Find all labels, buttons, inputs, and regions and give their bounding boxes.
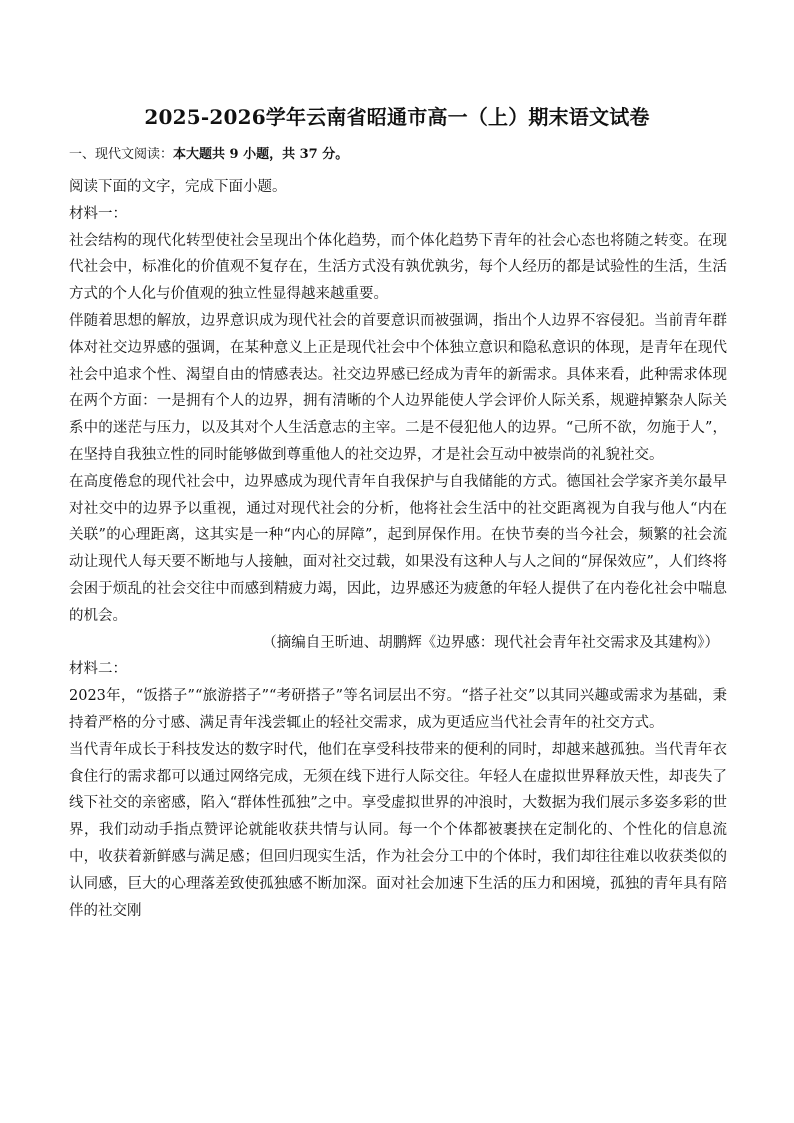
material1-paragraph: 社会结构的现代化转型使社会呈现出个体化趋势，而个体化趋势下青年的社会心态也将随之转变。在现代社会中，标准化的价值观不复存在，生活方式没有孰优孰劣，每个人经历的都是试验性的生活，生活方式的个人化与价值观的独立性显得越来越重要。 bbox=[69, 232, 727, 303]
material2-label: 材料二： bbox=[69, 661, 127, 678]
material1-paragraph: 在高度倦怠的现代社会中，边界感成为现代青年自我保护与自我储能的方式。德国社会学家齐美尔最早对社交中的边界予以重视，通过对现代社会的分析，他将社会生活中的社交距离视为自我与他人“内在关联”的心理距离，这其实是一种“内心的屏障”，起到屏保作用。在快节奏的当今社会，频繁的社会流动让现代人每天要不断地与人接触，面对社交过载，如果没有这种人与人之间的“屏保效应”，人们终将会困于烦乱的社会交往中而感到精疲力竭，因此，边界感还为疲惫的年轻人提供了在内卷化社会中喘息的机会。 bbox=[69, 473, 727, 624]
section-heading-detail: 本大题共 9 小题，共 37 分。 bbox=[173, 147, 349, 162]
reading-instruction: 阅读下面的文字，完成下面小题。 bbox=[69, 179, 287, 195]
document-body bbox=[69, 174, 727, 924]
material1-source: （摘编自王昕迪、胡鹏辉《边界感：现代社会青年社交需求及其建构》） bbox=[262, 634, 719, 651]
section-heading bbox=[69, 146, 348, 164]
material1-label: 材料一： bbox=[69, 205, 127, 222]
material2-paragraph: 当代青年成长于科技发达的数字时代，他们在享受科技带来的便利的同时，却越来越孤独。当代青年衣食住行的需求都可以通过网络完成，无须在线下进行人际交往。年轻人在虚拟世界释放天性，却丧失了线下社交的亲密感，陷入“群体性孤独”之中。享受虚拟世界的冲浪时，大数据为我们展示多姿多彩的世界，我们动动手指点赞评论就能收获共情与认同。每一个个体都被裹挟在定制化的、个性化的信息流中，收获着新鲜感与满足感；但回归现实生活，作为社会分工中的个体时，我们却往往难以收获类似的认同感，巨大的心理落差致使孤独感不断加深。面对社会加速下生活的压力和困境，孤独的青年具有陪伴的社交刚 bbox=[69, 741, 727, 919]
page-title: 2025-2026学年云南省昭通市高一（上）期末语文试卷 bbox=[144, 105, 650, 129]
material2-paragraph: 2023年，“饭搭子”“旅游搭子”“考研搭子”等名词层出不穷。“搭子社交”以其同兴趣或需求为基础，秉持着严格的分寸感、满足青年浅尝辄止的轻社交需求，成为更适应当代社会青年的社交方式。 bbox=[69, 688, 727, 731]
material1-paragraph: 伴随着思想的解放，边界意识成为现代社会的首要意识而被强调，指出个人边界不容侵犯。当前青年群体对社交边界感的强调，在某种意义上正是现代社会中个体独立意识和隐私意识的体现，是青年在现代社会中追求个性、渴望自由的情感表达。社交边界感已经成为青年的新需求。具体来看，此种需求体现在两个方面：一是拥有个人的边界，拥有清晰的个人边界能使人学会评价人际关系，规避掉繁杂人际关系中的迷茫与压力，以及其对个人生活意志的主宰。二是不侵犯他人的边界。“己所不欲，勿施于人”，在坚持自我独立性的同时能够做到尊重他人的社交边界，才是社会互动中被崇尚的礼貌社交。 bbox=[69, 312, 727, 463]
section-heading-prefix: 一、现代文阅读： bbox=[69, 147, 174, 162]
